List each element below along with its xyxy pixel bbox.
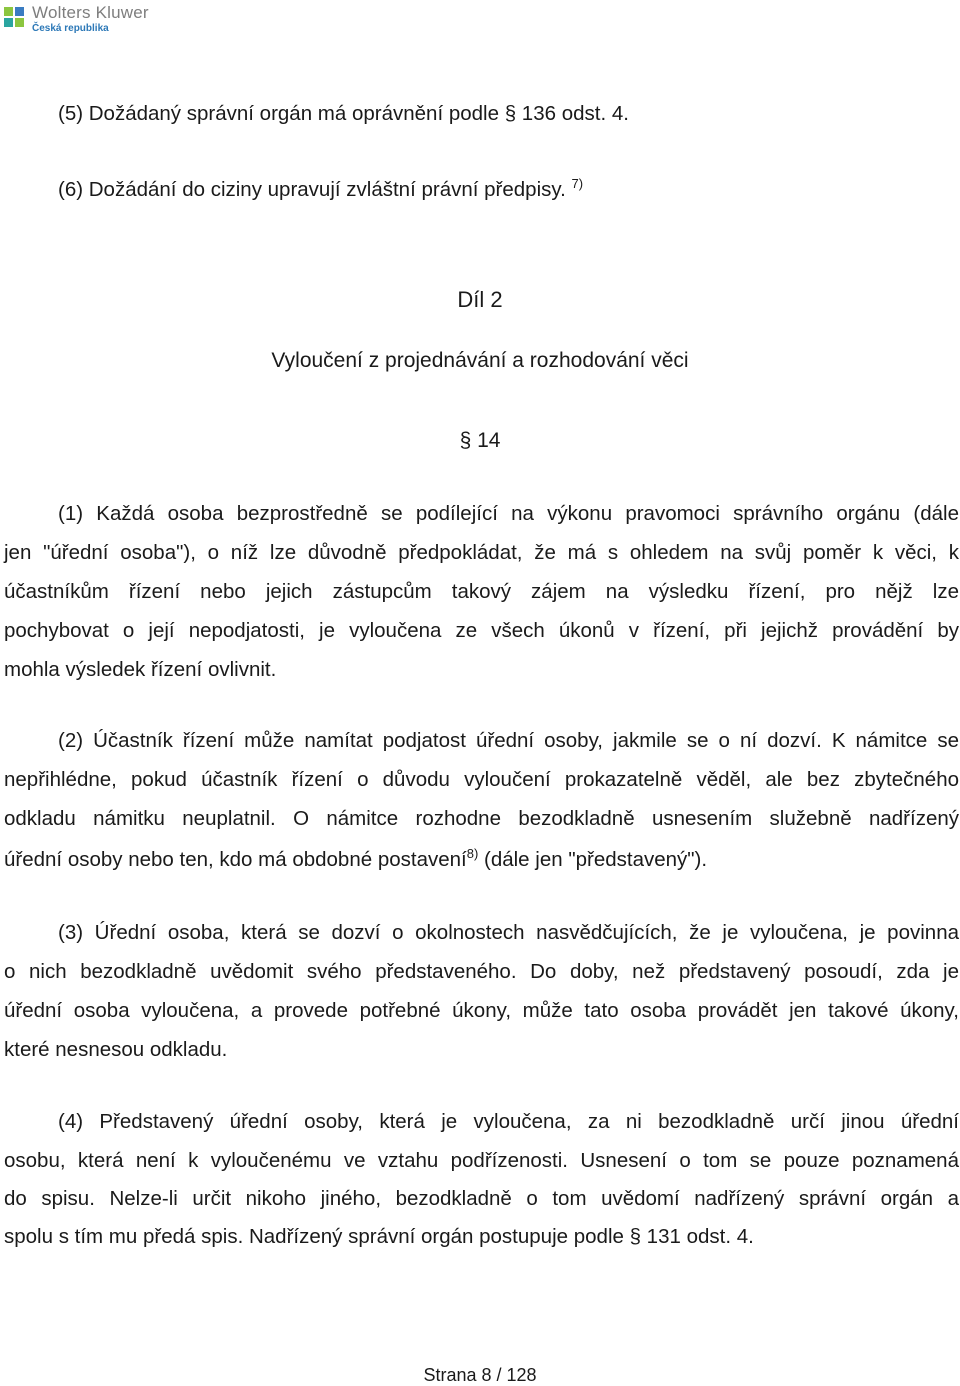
p2-line: (2) Účastník řízení může namítat podjatost úřední osoby, jakmile se o ní dozví. K námitce se — [58, 729, 959, 752]
part-subtitle: Vyloučení z projednávání a rozhodování věci — [271, 349, 689, 372]
p4-line: spolu s tím mu předá spis. Nadřízený správní orgán postupuje podle § 131 odst. 4. — [4, 1225, 754, 1248]
wolters-kluwer-logo-icon — [2, 5, 26, 29]
p1-line: mohla výsledek řízení ovlivnit. — [4, 658, 277, 681]
p3-line: o nich bezodkladně uvědomit svého představeného. Do doby, než představený posoudí, zda je — [4, 960, 959, 983]
p2-line: nepřihlédne, pokud účastník řízení o důvodu vyloučení prokazatelně věděl, ale bez zbytečného — [4, 768, 959, 791]
p2-last-text: úřední osoby nebo ten, kdo má obdobné postavení — [4, 848, 467, 871]
p1-line: účastníkům řízení nebo jejich zástupcům takový zájem na výsledku řízení, pro nějž lze — [4, 580, 959, 603]
part-title: Díl 2 — [457, 287, 503, 312]
p3-line: které nesnesou odkladu. — [4, 1038, 228, 1061]
p1-line: pochybovat o její nepodjatosti, je vyloučena ze všech úkonů v řízení, při jejichž provádění by — [4, 619, 959, 642]
paragraph-6-text: (6) Dožádání do ciziny upravují zvláštní právní předpisy. — [58, 178, 566, 201]
p4-line: do spisu. Nelze-li určit nikoho jiného, bezodkladně o tom uvědomí nadřízený správní orgán a — [4, 1187, 959, 1210]
p1-line: (1) Každá osoba bezprostředně se podílející na výkonu pravomoci správního orgánu (dále — [58, 502, 959, 525]
p1-line: jen "úřední osoba"), o níž lze důvodně předpokládat, že má s ohledem na svůj poměr k věci, k — [4, 541, 959, 564]
page-number: Strana 8 / 128 — [423, 1365, 537, 1385]
p4-line: (4) Představený úřední osoby, která je vyloučena, za ni bezodkladně určí jinou úřední — [58, 1110, 959, 1133]
publisher-logo — [2, 3, 182, 37]
logo-name: Wolters Kluwer — [32, 3, 149, 22]
section-number: § 14 — [459, 429, 501, 452]
p4-line: osobu, která není k vyloučenému ve vztahu podřízenosti. Usnesení o tom se pouze poznamená — [4, 1149, 959, 1172]
paragraph-5: (5) Dožádaný správní orgán má oprávnění podle § 136 odst. 4. — [58, 102, 629, 125]
p2-last-text-after: (dále jen "představený"). — [478, 848, 708, 871]
p3-line: (3) Úřední osoba, která se dozví o okolnostech nasvědčujících, že je vyloučena, je povinna — [58, 921, 959, 944]
paragraph-6 — [58, 177, 583, 203]
p2-line: odkladu námitku neuplatnil. O námitce rozhodne bezodkladně usnesením služebně nadřízený — [4, 807, 959, 830]
footnote-ref-8[interactable]: 8) — [466, 846, 479, 862]
footnote-ref-7[interactable]: 7) — [571, 176, 584, 192]
p3-line: úřední osoba vyloučena, a provede potřebné úkony, může tato osoba provádět jen takové úkony, — [4, 999, 959, 1022]
logo-subtitle: Česká republika — [32, 23, 109, 34]
p2-line-last — [4, 847, 707, 873]
